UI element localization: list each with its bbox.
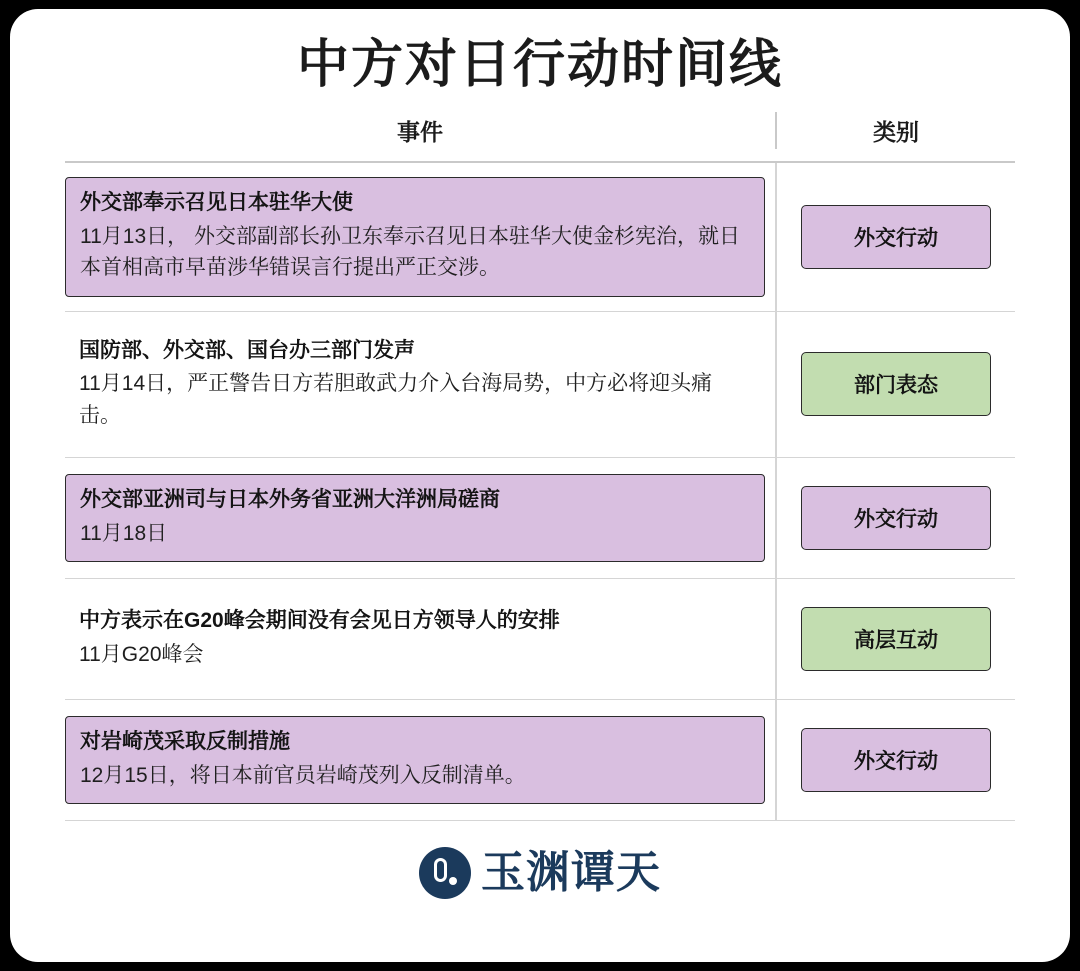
event-cell (65, 312, 775, 457)
table-row (65, 579, 1015, 700)
status-badge: 外交行动 (801, 486, 991, 550)
event-title: 国防部、外交部、国台办三部门发声 (79, 338, 415, 362)
event-description: 11月13日， 外交部副部长孙卫东奉示召见日本驻华大使金杉宪治，就日本首相高市早苗涉华错误言行提出严正交涉。 (80, 224, 740, 280)
footer-branding (10, 847, 1070, 899)
event-description: 11月14日，严正警告日方若胆敢武力介入台海局势，中方必将迎头痛击。 (79, 372, 713, 427)
status-badge: 外交行动 (801, 728, 991, 792)
category-cell (775, 312, 1015, 457)
event-cell (65, 700, 775, 820)
category-cell (775, 163, 1015, 310)
event-description: 12月15日，将日本前官员岩崎茂列入反制清单。 (80, 763, 526, 787)
status-badge: 部门表态 (801, 352, 991, 416)
event-cell (65, 579, 775, 699)
brand-logo-icon (419, 847, 471, 899)
event-title: 中方表示在G20峰会期间没有会见日方领导人的安排 (79, 609, 560, 633)
event-title: 外交部亚洲司与日本外务省亚洲大洋洲局磋商 (80, 488, 500, 512)
status-badge: 高层互动 (801, 607, 991, 671)
status-badge: 外交行动 (801, 205, 991, 269)
event-title: 外交部奉示召见日本驻华大使 (80, 191, 353, 215)
table-row (65, 700, 1015, 821)
event-box (65, 177, 765, 296)
event-box (65, 716, 765, 804)
infographic-card (10, 9, 1070, 962)
category-cell (775, 458, 1015, 578)
event-box (65, 474, 765, 562)
timeline-table (65, 112, 1015, 821)
column-header-category: 类别 (775, 112, 1015, 149)
page-title: 中方对日行动时间线 (296, 36, 783, 94)
table-row (65, 163, 1015, 311)
brand-name: 玉渊谭天 (481, 848, 661, 898)
column-header-event: 事件 (397, 119, 443, 146)
category-cell (775, 579, 1015, 699)
table-header-row (65, 112, 1015, 163)
event-title: 对岩崎茂采取反制措施 (80, 730, 290, 754)
event-description: 11月G20峰会 (79, 642, 204, 666)
table-row (65, 312, 1015, 458)
event-box (65, 596, 765, 682)
event-description: 11月18日 (80, 521, 168, 545)
event-cell (65, 458, 775, 578)
category-cell (775, 700, 1015, 820)
table-row (65, 458, 1015, 579)
event-cell (65, 163, 775, 310)
event-box (65, 326, 765, 443)
